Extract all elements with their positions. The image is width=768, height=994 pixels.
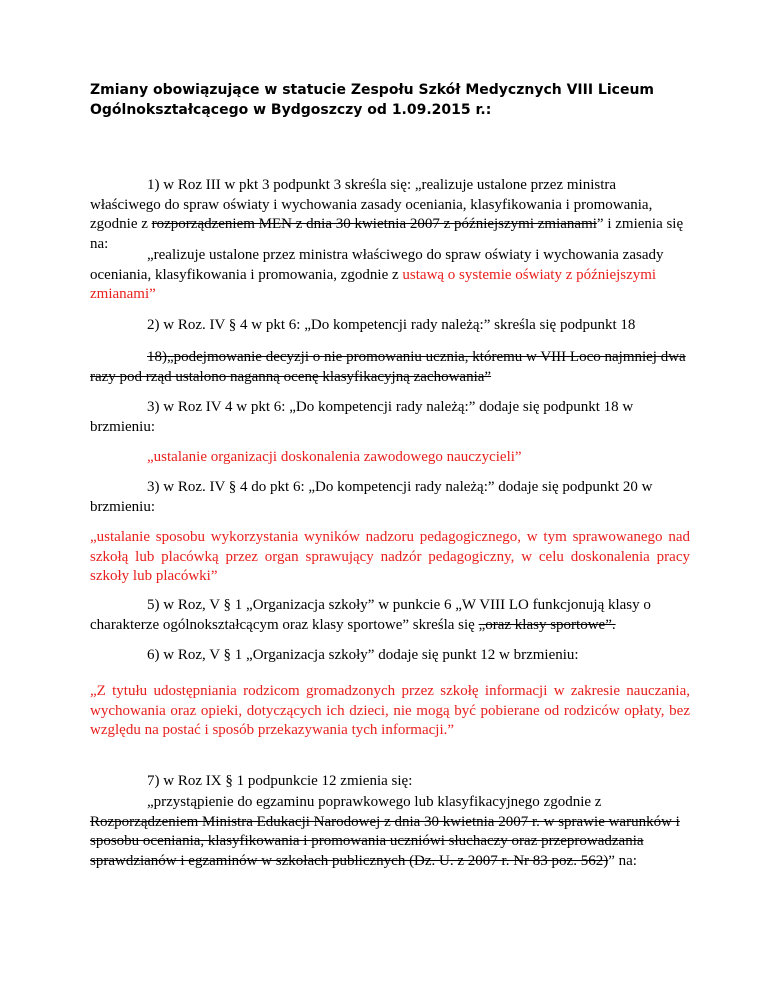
p12-struck-text: Rozporządzeniem Ministra Edukacji Narodowej z dnia 30 kwietnia 2007 r. w sprawie warunków i sposobu oceniania, klasyfikowania i promowania uczniówi słuchaczy oraz przeprowadzania sprawdzianów i egzaminów w szkołach publicznych (Dz. U. z 2007 r. Nr 83 poz. 562) (90, 813, 680, 869)
paragraph-9 (90, 596, 690, 635)
p2-red-text: ustawą o systemie oświaty z późniejszymi zmianami” (90, 266, 657, 302)
p1-text-end: ” i zmienia się na: (90, 216, 684, 252)
paragraph-8-red: „ustalanie sposobu wykorzystania wyników nadzoru pedagogicznego, w tym sprawowanego nad szkołą lub placówką przez organ sprawujący nadzór pedagogiczny, w celu doskonalenia pracy szkoły lub placówki” (90, 529, 690, 584)
paragraph-3: 2) w Roz. IV § 4 w pkt 6: „Do kompetencji rady należą:” skreśla się podpunkt 18 (147, 317, 636, 333)
paragraph-12-header: 7) w Roz IX § 1 podpunkcie 12 zmienia się: (147, 773, 413, 789)
paragraph-10: 6) w Roz, V § 1 „Organizacja szkoły” dodaje się punkt 12 w brzmieniu: (147, 647, 579, 663)
paragraph-4-struck: 18)„podejmowanie decyzji o nie promowaniu ucznia, któremu w VIII Loco najmniej dwa razy pod rząd ustalono naganną ocenę klasyfikacyjną zachowania” (90, 349, 686, 385)
paragraph-1 (90, 176, 690, 254)
p12-text-end: ” na: (608, 852, 637, 869)
p1-text: 1) w Roz III w pkt 3 podpunkt 3 skreśla się: „realizuje ustalone przez ministra właściwego do spraw oświaty i wychowania zasady oceniania, klasyfikowania i promowania, zgodnie z (90, 177, 653, 232)
paragraph-2 (90, 246, 690, 305)
p9-struck-text: „oraz klasy sportowe”. (478, 616, 616, 633)
paragraph-11-red: „Z tytułu udostępniania rodzicom gromadzonych przez szkołę informacji w zakresie nauczania, wychowania oraz opieki, dotyczących ich dzieci, nie mogą być pobierane od rodziców opłaty, bez względu na postać i sposób przekazywania tych informacji.” (90, 683, 690, 738)
p9-text: 5) w Roz, V § 1 „Organizacja szkoły” w punkcie 6 „W VIII LO funkcjonują klasy o charakterze ogólnokształcącym oraz klasy sportowe” skreśla się (90, 597, 651, 633)
paragraph-6-red: „ustalanie organizacji doskonalenia zawodowego nauczycieli” (147, 449, 522, 465)
paragraph-7: 3) w Roz. IV § 4 do pkt 6: „Do kompetencji rady należą:” dodaje się podpunkt 20 w brzmieniu: (90, 479, 653, 515)
p2-text: „realizuje ustalone przez ministra właściwego do spraw oświaty i wychowania zasady oceniania, klasyfikowania i promowania, zgodnie z (90, 247, 664, 283)
paragraph-5: 3) w Roz IV 4 w pkt 6: „Do kompetencji rady należą:” dodaje się podpunkt 18 w brzmieniu: (90, 399, 634, 435)
p12-text: „przystąpienie do egzaminu poprawkowego lub klasyfikacyjnego zgodnie z (147, 794, 602, 810)
paragraph-12-body (90, 793, 690, 871)
document-title: Zmiany obowiązujące w statucie Zespołu Szkół Medycznych VIII Liceum Ogólnokształcącego w Bydgoszczy od 1.09.2015 r.: (90, 82, 654, 118)
p1-struck-text: rozporządzeniem MEN z dnia 30 kwietnia 2007 z późniejszymi zmianami (151, 216, 597, 232)
